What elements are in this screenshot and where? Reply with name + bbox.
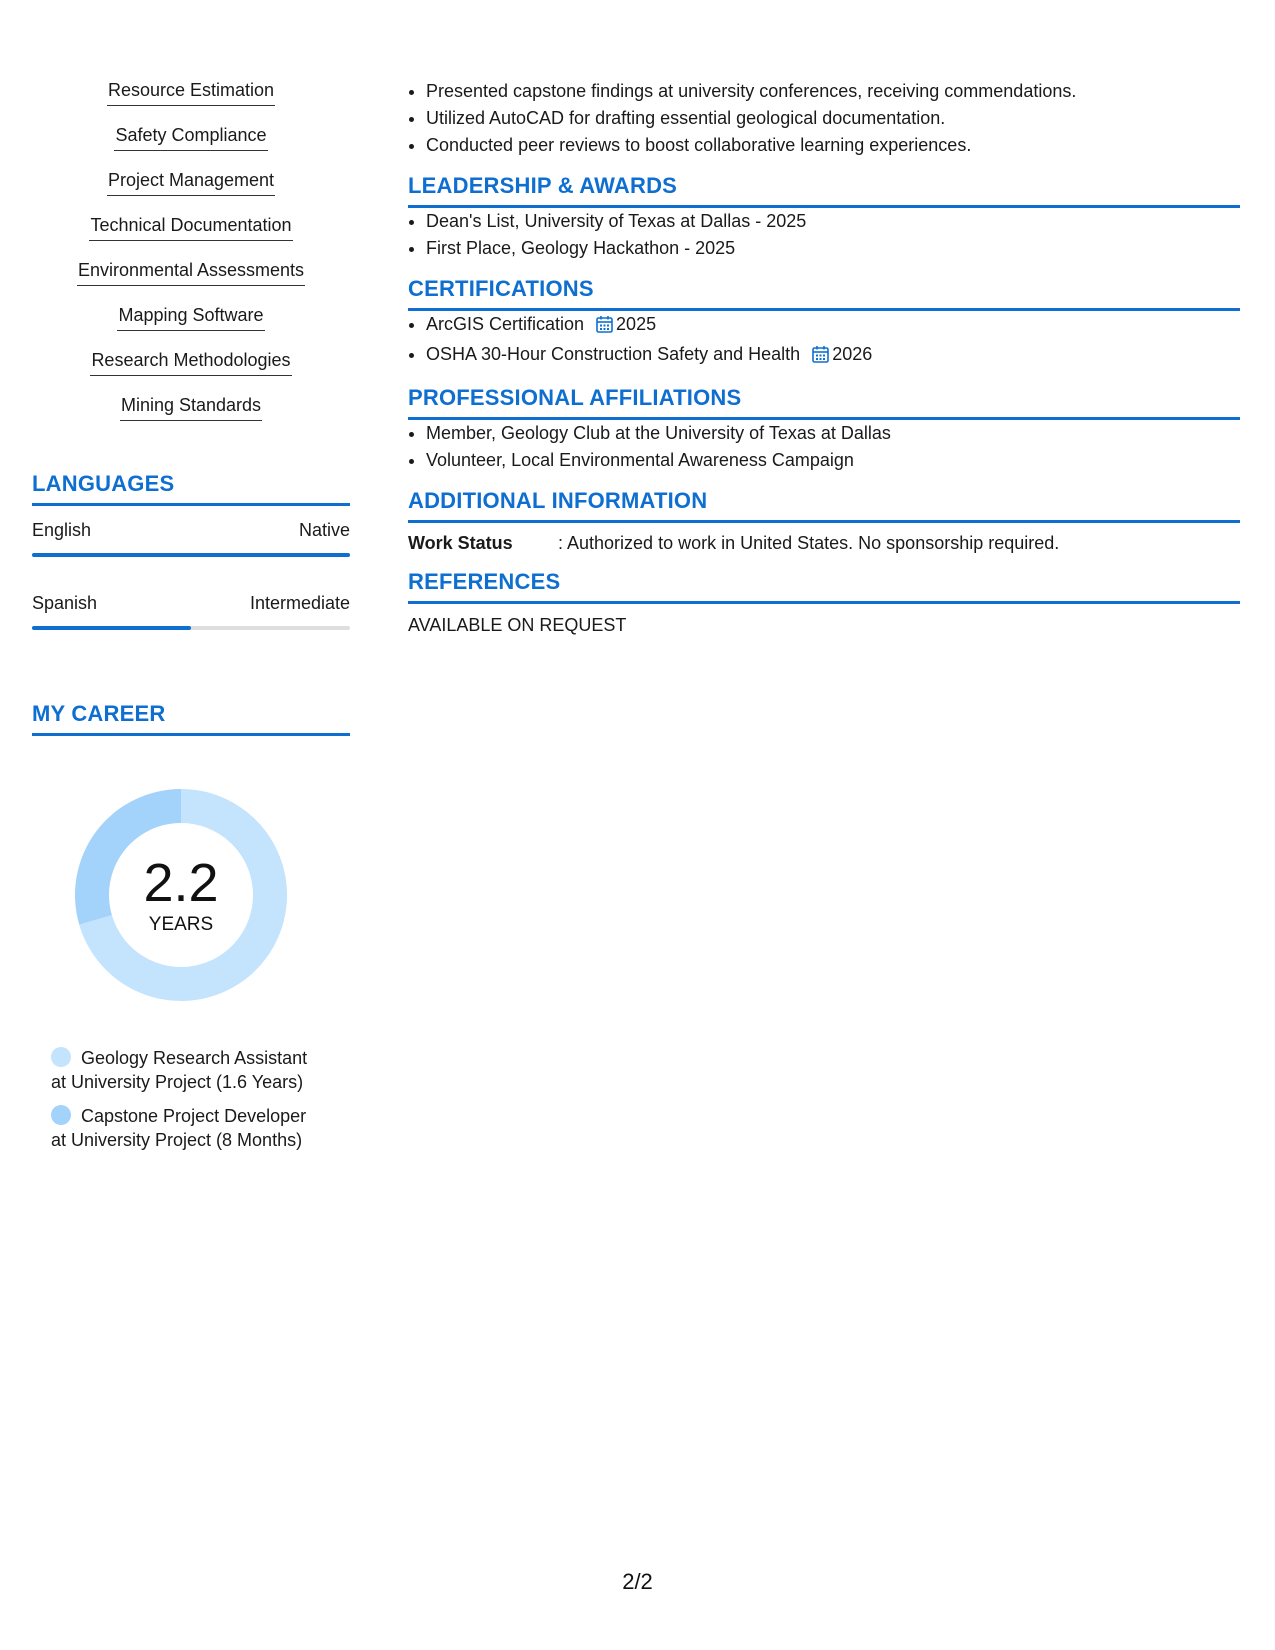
leadership-heading: LEADERSHIP & AWARDS xyxy=(408,172,1240,208)
legend-label-line2: at University Project (1.6 Years) xyxy=(51,1072,304,1092)
language-proficiency-fill xyxy=(32,553,350,557)
language-level: Intermediate xyxy=(249,593,350,613)
language-item xyxy=(32,518,350,557)
skill-item: Mapping Software xyxy=(117,303,264,331)
certification-item xyxy=(426,311,1240,341)
skill-item: Resource Estimation xyxy=(107,78,275,106)
language-proficiency-fill xyxy=(32,626,191,630)
skill-item: Research Methodologies xyxy=(90,348,291,376)
certification-name: OSHA 30-Hour Construction Safety and Health xyxy=(426,344,801,364)
legend-label-line1: Capstone Project Developer xyxy=(81,1106,307,1126)
skill-item: Project Management xyxy=(107,168,275,196)
calendar-icon xyxy=(812,344,829,371)
legend-dot xyxy=(51,1105,71,1125)
calendar-icon xyxy=(596,314,613,341)
page-number: 2/2 xyxy=(622,1569,653,1594)
legend-item xyxy=(51,1046,341,1094)
skill-item: Safety Compliance xyxy=(114,123,267,151)
legend-label-line1: Geology Research Assistant xyxy=(81,1048,308,1068)
affiliations-list xyxy=(408,420,1240,474)
bullet-item: • Presented capstone findings at university conferences, receiving commendations. xyxy=(426,78,1240,105)
experience-bullets xyxy=(408,78,1240,159)
affiliation-item: • Member, Geology Club at the University of Texas at Dallas xyxy=(426,420,1240,447)
bullet-item: • Utilized AutoCAD for drafting essential geological documentation. xyxy=(426,105,1240,132)
language-proficiency-bar xyxy=(32,553,350,557)
certification-name: ArcGIS Certification xyxy=(426,314,585,334)
affiliation-item: • Volunteer, Local Environmental Awareness Campaign xyxy=(426,447,1240,474)
language-proficiency-bar xyxy=(32,626,350,630)
language-name: Spanish xyxy=(32,593,98,613)
work-status-row xyxy=(408,531,1240,555)
work-status-value: : Authorized to work in United States. No sponsorship required. xyxy=(558,533,1060,553)
references-heading: REFERENCES xyxy=(408,568,1240,604)
career-donut-chart xyxy=(66,780,296,1010)
certification-year: 2025 xyxy=(616,314,657,334)
leadership-item: • First Place, Geology Hackathon - 2025 xyxy=(426,235,1240,262)
career-total-unit: YEARS xyxy=(148,914,214,935)
affiliations-heading: PROFESSIONAL AFFILIATIONS xyxy=(408,384,1240,420)
career-legend xyxy=(51,1046,350,1152)
leadership-item: • Dean's List, University of Texas at Dallas - 2025 xyxy=(426,208,1240,235)
skill-item: Technical Documentation xyxy=(89,213,292,241)
work-status-label: Work Status xyxy=(408,533,513,553)
languages-heading: LANGUAGES xyxy=(32,470,350,506)
language-name: English xyxy=(32,520,92,540)
certifications-list xyxy=(408,311,1240,371)
left-column xyxy=(32,78,350,1162)
skill-item: Environmental Assessments xyxy=(77,258,305,286)
references-text: AVAILABLE ON REQUEST xyxy=(408,615,627,635)
career-total-value: 2.2 xyxy=(143,853,219,913)
legend-label-line2: at University Project (8 Months) xyxy=(51,1130,303,1150)
right-column xyxy=(408,78,1240,637)
legend-item xyxy=(51,1104,341,1152)
skills-list xyxy=(32,78,350,438)
certification-year: 2026 xyxy=(832,344,873,364)
language-item xyxy=(32,591,350,630)
language-level: Native xyxy=(298,520,350,540)
additional-info-heading: ADDITIONAL INFORMATION xyxy=(408,487,1240,523)
certification-item xyxy=(426,341,1240,371)
legend-dot xyxy=(51,1047,71,1067)
skill-item: Mining Standards xyxy=(120,393,262,421)
certifications-heading: CERTIFICATIONS xyxy=(408,275,1240,311)
bullet-item: • Conducted peer reviews to boost collaborative learning experiences. xyxy=(426,132,1240,159)
career-heading: MY CAREER xyxy=(32,700,350,736)
leadership-list xyxy=(408,208,1240,262)
